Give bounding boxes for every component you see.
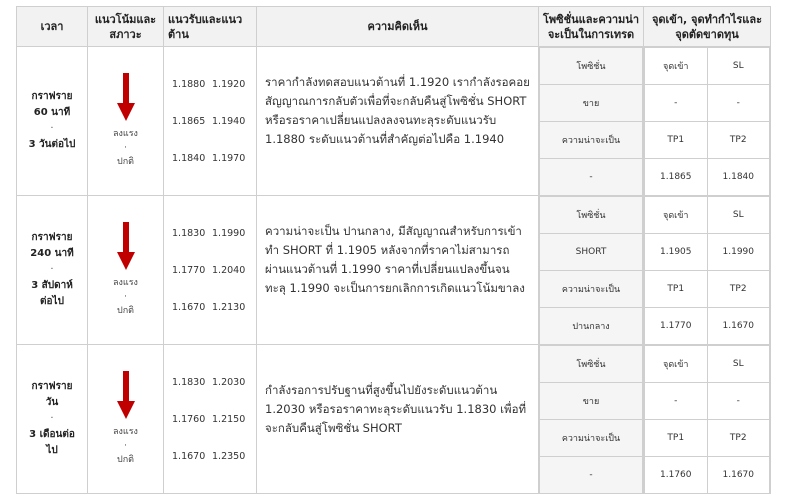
position-value: ขาย: [540, 383, 643, 420]
levels-cell: [164, 196, 257, 345]
timeframe-horizon-cont: ไป: [46, 445, 58, 456]
position-grid: [539, 196, 643, 344]
entry-cell: [644, 345, 771, 494]
timeframe-label: กราฟราย: [31, 381, 73, 392]
separator-dot: ·: [50, 123, 54, 134]
timeframe-horizon: 3 สัปดาห์: [31, 280, 73, 291]
header-levels: แนวรับและแนวต้าน: [164, 7, 257, 47]
header-comment: ความคิดเห็น: [257, 7, 539, 47]
table-row: [17, 345, 771, 494]
header-row: [17, 7, 771, 47]
support-level: 1.1830: [172, 376, 206, 388]
timeframe-period: 240 นาที: [30, 248, 74, 259]
trend-state: ปกติ: [116, 306, 134, 316]
trend-cell: [88, 345, 164, 494]
support-level: 1.1760: [172, 413, 206, 425]
separator-dot: ·: [124, 441, 127, 451]
timeframe-horizon: 3 วันต่อไป: [28, 139, 76, 150]
position-label: โพซิชั่น: [540, 48, 643, 85]
tp1-label: TP1: [645, 420, 708, 457]
header-entry: จุดเข้า, จุดทำกำไรและจุดตัดขาดทุน: [644, 7, 771, 47]
resistance-level: 1.1990: [212, 227, 246, 239]
position-label: โพซิชั่น: [540, 346, 643, 383]
tp1-label: TP1: [645, 271, 708, 308]
sl-value: -: [707, 85, 770, 122]
position-value: ขาย: [540, 85, 643, 122]
position-grid: [539, 47, 643, 195]
level-pair: [172, 66, 256, 103]
resistance-level: 1.2150: [212, 413, 246, 425]
support-level: 1.1840: [172, 152, 206, 164]
resistance-level: 1.2030: [212, 376, 246, 388]
resistance-level: 1.1940: [212, 115, 246, 127]
resistance-level: 1.1970: [212, 152, 246, 164]
probability-label: ความน่าจะเป็น: [540, 420, 643, 457]
trend-state: ปกติ: [116, 455, 134, 465]
level-pair: [172, 252, 256, 289]
support-level: 1.1830: [172, 227, 206, 239]
support-level: 1.1880: [172, 78, 206, 90]
probability-label: ความน่าจะเป็น: [540, 122, 643, 159]
entry-cell: [644, 47, 771, 196]
tp2-value: 1.1670: [707, 308, 770, 345]
analysis-table: [16, 6, 771, 494]
timeframe-cell: [17, 345, 88, 494]
tp1-label: TP1: [645, 122, 708, 159]
tp1-value: 1.1865: [645, 159, 708, 196]
timeframe-horizon-cont: ต่อไป: [40, 296, 64, 307]
position-label: โพซิชั่น: [540, 197, 643, 234]
trend-direction: ลงแรง: [113, 278, 138, 288]
resistance-level: 1.1920: [212, 78, 246, 90]
comment-cell: [257, 47, 539, 196]
timeframe-label: กราฟราย: [31, 91, 73, 102]
comment-text: ความน่าจะเป็น ปานกลาง, มีสัญญาณสำหรับการเข้าทำ SHORT ที่ 1.1905 หลังจากที่ราคาไม่สามารถผ่านแนวต้านที่ 1.1990 ราคาที่เปลี่ยนแปลงขึ้นจนทะลุ 1.1990 จะเป็นการยกเลิกการเกิดแนวโน้มขาลง: [265, 224, 525, 295]
trend-cell: [88, 196, 164, 345]
probability-value: ปานกลาง: [540, 308, 643, 345]
position-value: SHORT: [540, 234, 643, 271]
separator-dot: ·: [50, 413, 54, 424]
level-pair: [172, 289, 256, 326]
probability-value: -: [540, 159, 643, 196]
sl-label: SL: [707, 48, 770, 85]
trend-direction: ลงแรง: [113, 129, 138, 139]
table-row: [17, 47, 771, 196]
tp2-label: TP2: [707, 122, 770, 159]
separator-dot: ·: [124, 143, 127, 153]
resistance-level: 1.2130: [212, 301, 246, 313]
entry-grid: [644, 196, 770, 344]
level-pair: [172, 215, 256, 252]
probability-value: -: [540, 457, 643, 494]
comment-cell: [257, 196, 539, 345]
header-position: โพซิชั่นและความน่าจะเป็นในการเทรด: [539, 7, 644, 47]
entry-label: จุดเข้า: [645, 197, 708, 234]
entry-label: จุดเข้า: [645, 346, 708, 383]
trend-state: ปกติ: [116, 157, 134, 167]
position-cell: [539, 196, 644, 345]
entry-value: 1.1905: [645, 234, 708, 271]
trend-cell: [88, 47, 164, 196]
timeframe-cell: [17, 196, 88, 345]
comment-cell: [257, 345, 539, 494]
down-arrow-icon: [117, 73, 135, 121]
sl-label: SL: [707, 346, 770, 383]
level-pair: [172, 401, 256, 438]
entry-grid: [644, 345, 770, 493]
entry-label: จุดเข้า: [645, 48, 708, 85]
tp2-label: TP2: [707, 271, 770, 308]
header-trend: แนวโน้มและสภาวะ: [88, 7, 164, 47]
timeframe-horizon: 3 เดือนต่อ: [29, 429, 75, 440]
resistance-level: 1.2350: [212, 450, 246, 462]
timeframe-period: 60 นาที: [33, 107, 71, 118]
support-level: 1.1670: [172, 301, 206, 313]
tp2-label: TP2: [707, 420, 770, 457]
separator-dot: ·: [124, 292, 127, 302]
sl-value: 1.1990: [707, 234, 770, 271]
down-arrow-icon: [117, 222, 135, 270]
level-pair: [172, 103, 256, 140]
levels-cell: [164, 345, 257, 494]
level-pair: [172, 438, 256, 475]
entry-value: -: [645, 383, 708, 420]
position-grid: [539, 345, 643, 493]
entry-value: -: [645, 85, 708, 122]
position-cell: [539, 345, 644, 494]
entry-grid: [644, 47, 770, 195]
position-cell: [539, 47, 644, 196]
support-level: 1.1865: [172, 115, 206, 127]
separator-dot: ·: [50, 264, 54, 275]
probability-label: ความน่าจะเป็น: [540, 271, 643, 308]
support-level: 1.1770: [172, 264, 206, 276]
down-arrow-icon: [117, 371, 135, 419]
support-level: 1.1670: [172, 450, 206, 462]
table-row: [17, 196, 771, 345]
tp1-value: 1.1770: [645, 308, 708, 345]
level-pair: [172, 364, 256, 401]
sl-label: SL: [707, 197, 770, 234]
levels-cell: [164, 47, 257, 196]
tp2-value: 1.1670: [707, 457, 770, 494]
tp2-value: 1.1840: [707, 159, 770, 196]
timeframe-cell: [17, 47, 88, 196]
sl-value: -: [707, 383, 770, 420]
header-time: เวลา: [17, 7, 88, 47]
entry-cell: [644, 196, 771, 345]
level-pair: [172, 140, 256, 177]
tp1-value: 1.1760: [645, 457, 708, 494]
comment-text: กำลังรอการปรับฐานที่สูงขึ้นไปยังระดับแนวต้าน 1.2030 หรือรอราคาทะลุระดับแนวรับ 1.1830 เพื่อที่จะกลับคืนสู่โพซิชั่น SHORT: [265, 382, 527, 435]
resistance-level: 1.2040: [212, 264, 246, 276]
trend-direction: ลงแรง: [113, 427, 138, 437]
comment-text: ราคากำลังทดสอบแนวต้านที่ 1.1920 เรากำลังรอคอยสัญญาณการกลับตัวเพื่อที่จะกลับคืนสู่โพซิชั่น SHORT หรือรอราคาเปลี่ยนแปลงลงจนทะลุระดับแนวรับ 1.1880 ระดับแนวต้านที่สำคัญต่อไปคือ 1.1940: [265, 75, 530, 146]
timeframe-label: กราฟราย: [31, 232, 73, 243]
timeframe-period: วัน: [45, 397, 59, 408]
